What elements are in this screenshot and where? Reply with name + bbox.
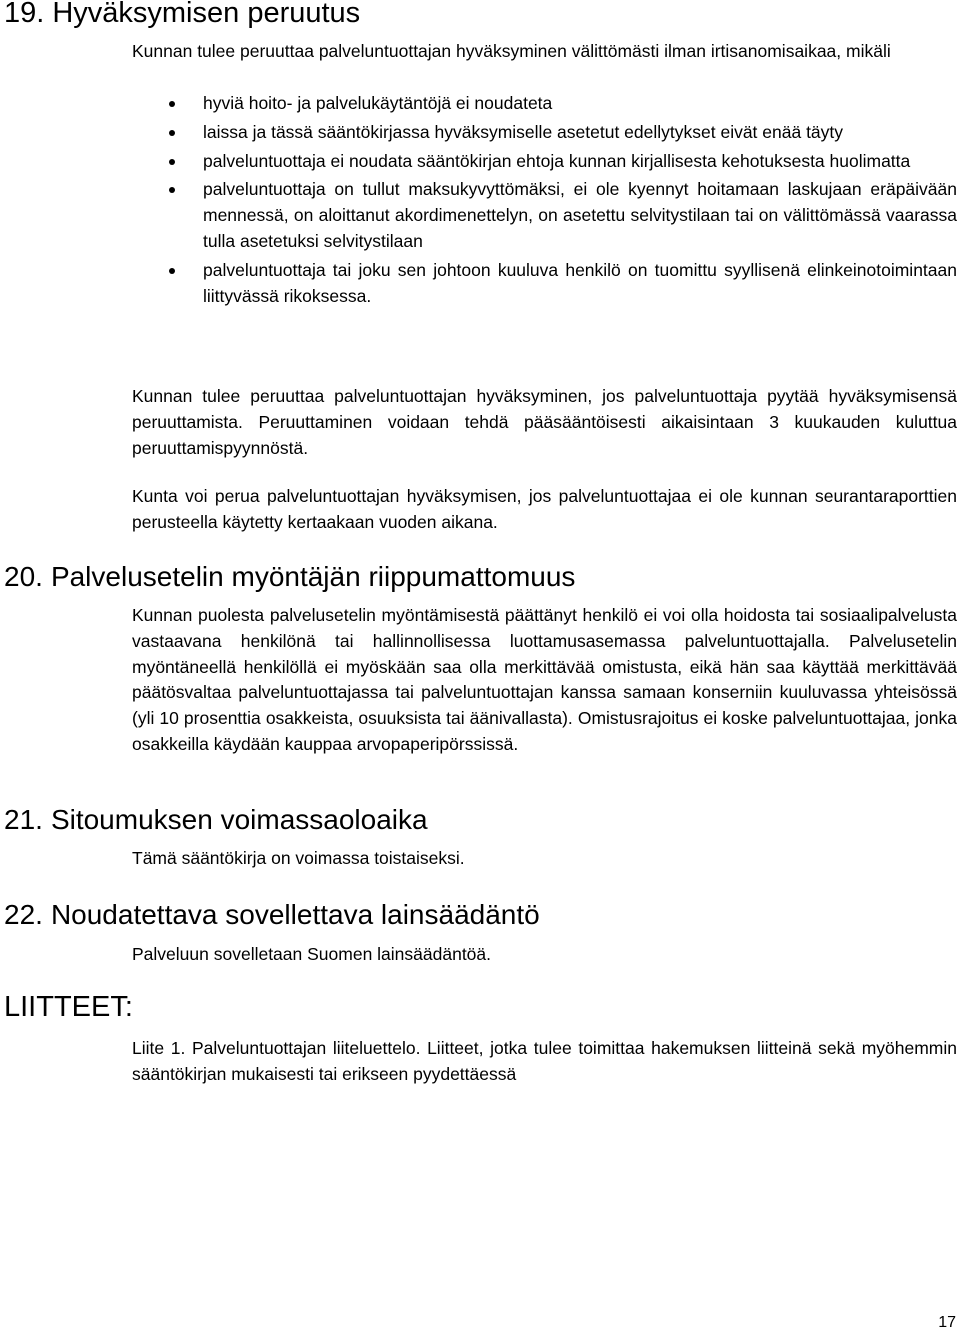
section-19-intro: Kunnan tulee peruuttaa palveluntuottajan hyväksyminen välittömästi ilman irtisanomisaikaa, mikäli xyxy=(132,41,891,61)
section-22-heading xyxy=(4,898,540,932)
page-number: 17 xyxy=(938,1314,956,1331)
list-item: laissa ja tässä sääntökirjassa hyväksymiselle asetetut edellytykset eivät enää täyty xyxy=(132,120,957,146)
attachments-heading: LIITTEET: xyxy=(4,991,133,1023)
section-number: 22. xyxy=(4,899,43,930)
bullet-icon xyxy=(169,130,175,136)
section-20-heading xyxy=(4,560,575,594)
section-19-paragraph: Kunnan tulee peruuttaa palveluntuottajan hyväksyminen, jos palveluntuottaja pyytää hyväksymisensä peruuttamista. Peruuttaminen voidaan tehdä pääsääntöisesti aikaisintaan 3 kuukauden kuluttua peruuttamispyynnöstä. xyxy=(132,386,957,458)
list-item: palveluntuottaja tai joku sen johtoon kuuluva henkilö on tuomittu syyllisenä elinkeinotoimintaan liittyvässä rikoksessa. xyxy=(132,258,957,310)
section-19-paragraph: Kunta voi perua palveluntuottajan hyväksymisen, jos palveluntuottajaa ei ole kunnan seurantaraporttien perusteella käytetty kertaakaan vuoden aikana. xyxy=(132,486,957,532)
section-21-paragraph: Tämä sääntökirja on voimassa toistaiseksi. xyxy=(132,848,465,868)
section-title: Palvelusetelin myöntäjän riippumattomuus xyxy=(50,561,576,592)
list-item: palveluntuottaja ei noudata sääntökirjan ehtoja kunnan kirjallisesta kehotuksesta huolimatta xyxy=(132,149,957,175)
section-20-paragraph: Kunnan puolesta palvelusetelin myöntämisestä päättänyt henkilö ei voi olla hoidosta tai sosiaalipalvelusta vastaavana henkilönä tai hallinnollisessa luottamusasemassa palveluntuottajalla. Palvelusetelin myöntäneellä henkilöllä ei myöskään saa olla merkittävää omistusta, eikä hän saa käyttää merkittävää päätösvaltaa palveluntuottajassa tai palveluntuottajan kanssa samaan konserniin kuuluvassa yhteisössä (yli 10 prosenttia osakkeista, osuuksista tai äänivallasta). Omistusrajoitus ei koske palveluntuottajaa, jonka osakkeilla käydään kauppaa arvopaperipörssissä. xyxy=(132,605,957,754)
section-22-paragraph: Palveluun sovelletaan Suomen lainsäädäntöä. xyxy=(132,944,492,964)
bullet-icon xyxy=(169,187,175,193)
section-21-heading xyxy=(4,803,428,837)
section-title: Noudatettava sovellettava lainsäädäntö xyxy=(50,899,540,930)
bullet-icon xyxy=(169,268,175,274)
section-19-heading xyxy=(4,0,360,30)
section-number: 21. xyxy=(4,804,43,835)
bullet-icon xyxy=(169,159,175,165)
bullet-icon xyxy=(169,101,175,107)
section-title: Hyväksymisen peruutus xyxy=(52,0,361,29)
section-19-bullet-list xyxy=(132,91,957,312)
section-number: 19. xyxy=(4,0,45,29)
section-number: 20. xyxy=(4,561,43,592)
list-item: palveluntuottaja on tullut maksukyvyttömäksi, ei ole kyennyt hoitamaan laskujaan eräpäivään mennessä, on aloittanut akordimenettelyn, on asetettu selvitystilaan tai on välittömässä vaarassa tulla asetetuksi selvitystilaan xyxy=(132,177,957,254)
attachments-text: Liite 1. Palveluntuottajan liiteluettelo. Liitteet, jotka tulee toimittaa hakemuksen liitteinä sekä myöhemmin sääntökirjan mukaisesti tai erikseen pyydettäessä xyxy=(132,1038,957,1084)
list-item: hyviä hoito- ja palvelukäytäntöjä ei noudateta xyxy=(132,91,957,117)
section-title: Sitoumuksen voimassaoloaika xyxy=(50,804,428,835)
